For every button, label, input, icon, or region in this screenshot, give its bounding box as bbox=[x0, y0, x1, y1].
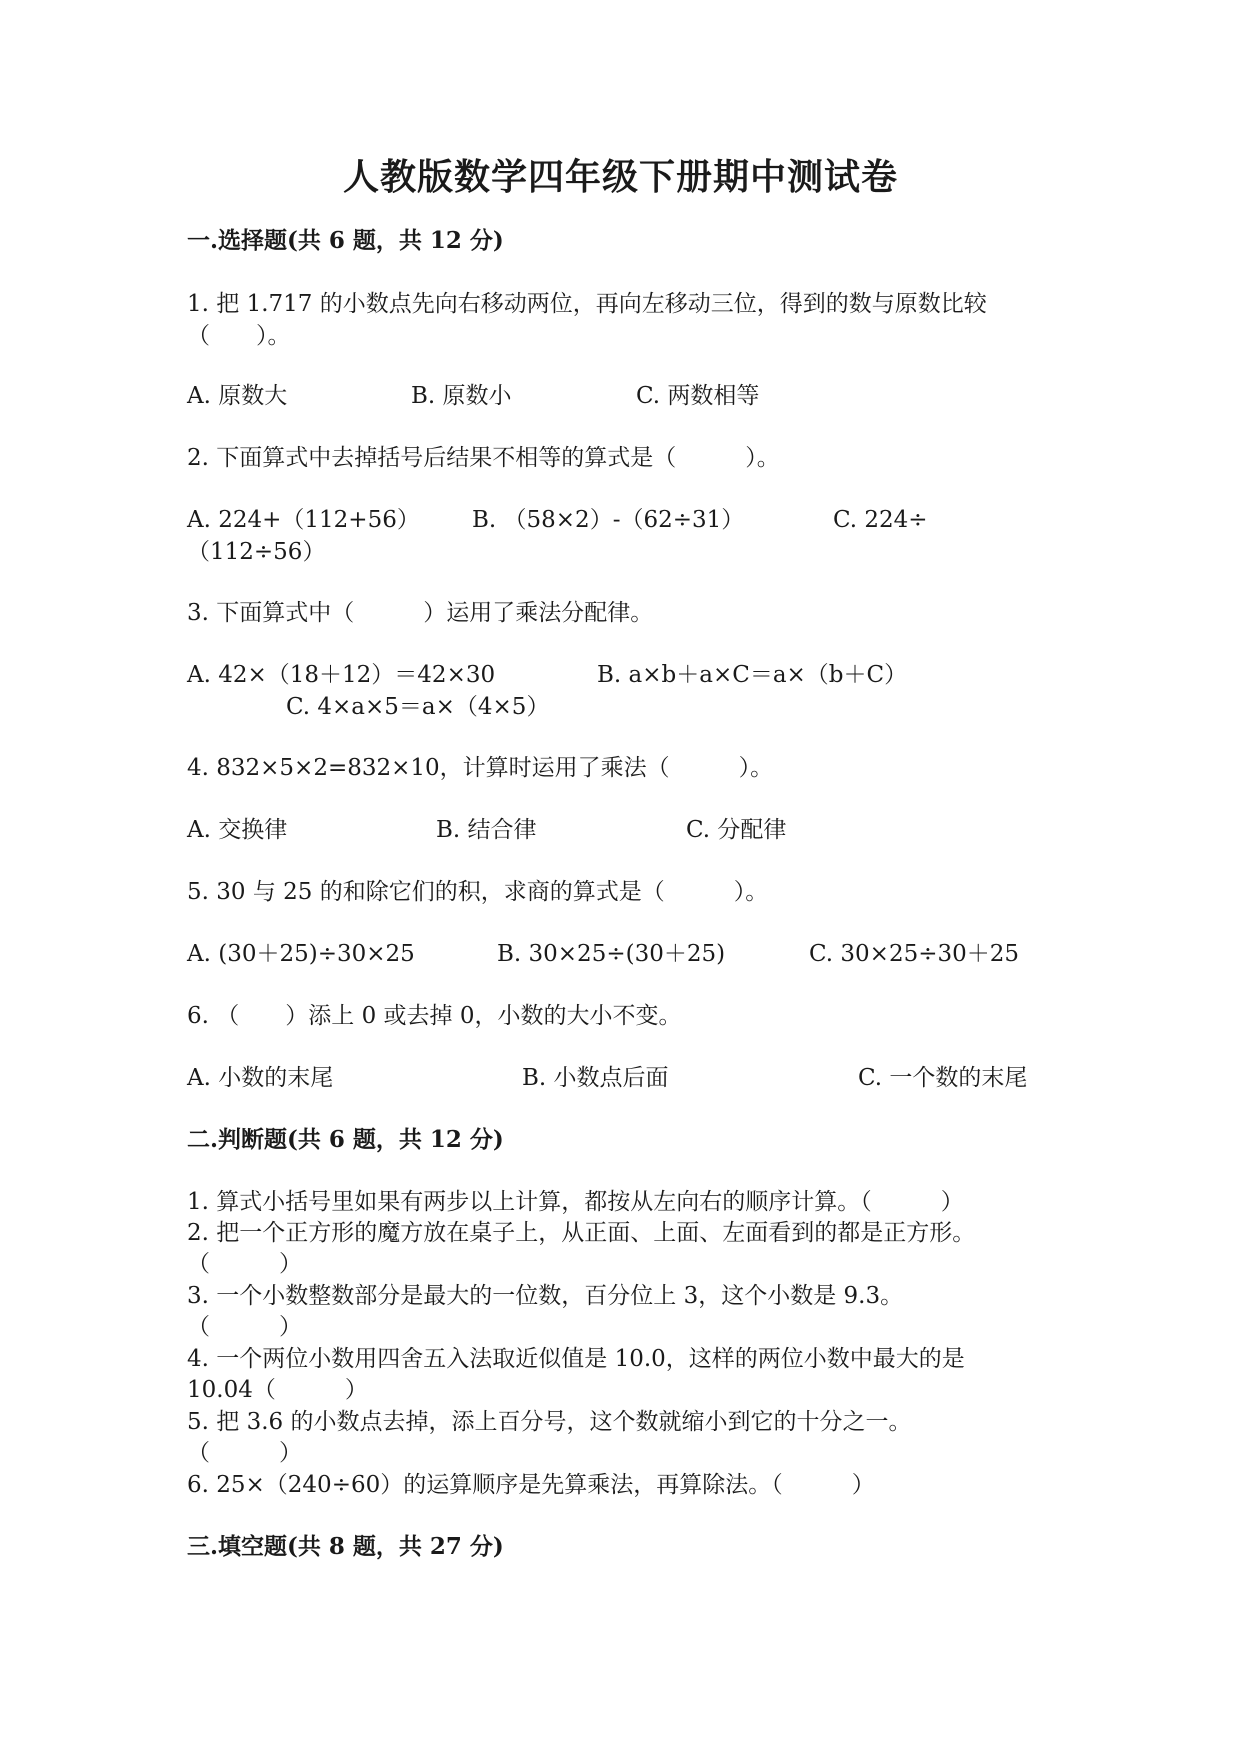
page-title: 人教版数学四年级下册期中测试卷 bbox=[342, 156, 898, 198]
option-c: C. 分配律 bbox=[686, 817, 787, 843]
option-c-continued: （112÷56） bbox=[187, 539, 326, 565]
question-text: 5. 30 与 25 的和除它们的积，求商的算式是（ ）。 bbox=[187, 879, 769, 905]
judgement-item-continued: （ ） bbox=[187, 1251, 302, 1277]
judgement-item: 3. 一个小数整数部分是最大的一位数，百分位上 3，这个小数是 9.3。 bbox=[187, 1283, 904, 1309]
judgement-item-continued: 10.04（ ） bbox=[187, 1377, 368, 1403]
option-c: C. 4×a×5＝a×（4×5） bbox=[286, 694, 550, 720]
option-a: A. 42×（18＋12）＝42×30 bbox=[187, 662, 496, 688]
section-heading-fill-blank: 三.填空题(共 8 题，共 27 分) bbox=[187, 1533, 504, 1560]
judgement-item: 6. 25×（240÷60）的运算顺序是先算乘法，再算除法。（ ） bbox=[187, 1472, 875, 1498]
judgement-item: 2. 把一个正方形的魔方放在桌子上，从正面、上面、左面看到的都是正方形。 bbox=[187, 1220, 976, 1246]
option-b: B. （58×2）-（62÷31） bbox=[472, 507, 745, 533]
question-text: 6. （ ）添上 0 或去掉 0，小数的大小不变。 bbox=[187, 1003, 682, 1029]
option-a: A. (30＋25)÷30×25 bbox=[187, 941, 415, 967]
option-c: C. 两数相等 bbox=[636, 383, 760, 409]
section-heading-judgement: 二.判断题(共 6 题，共 12 分) bbox=[187, 1126, 504, 1153]
option-c: C. 224÷ bbox=[833, 507, 928, 533]
question-text: 3. 下面算式中（ ）运用了乘法分配律。 bbox=[187, 600, 654, 626]
judgement-item: 5. 把 3.6 的小数点去掉，添上百分号，这个数就缩小到它的十分之一。 bbox=[187, 1409, 912, 1435]
question-text: 1. 把 1.717 的小数点先向右移动两位，再向左移动三位，得到的数与原数比较 bbox=[187, 291, 987, 317]
option-a: A. 小数的末尾 bbox=[187, 1065, 334, 1091]
section-heading-choice: 一.选择题(共 6 题，共 12 分) bbox=[187, 227, 504, 254]
option-c: C. 一个数的末尾 bbox=[858, 1065, 1028, 1091]
option-b: B. a×b＋a×C＝a×（b＋C） bbox=[597, 662, 908, 688]
judgement-item-continued: （ ） bbox=[187, 1314, 302, 1340]
option-b: B. 原数小 bbox=[411, 383, 512, 409]
option-a: A. 交换律 bbox=[187, 817, 288, 843]
option-c: C. 30×25÷30＋25 bbox=[809, 941, 1020, 967]
option-b: B. 结合律 bbox=[436, 817, 537, 843]
question-text: 4. 832×5×2=832×10，计算时运用了乘法（ ）。 bbox=[187, 755, 774, 781]
judgement-item-continued: （ ） bbox=[187, 1440, 302, 1466]
question-text-continued: （ ）。 bbox=[187, 323, 291, 349]
option-b: B. 小数点后面 bbox=[522, 1065, 669, 1091]
judgement-item: 1. 算式小括号里如果有两步以上计算，都按从左向右的顺序计算。（ ） bbox=[187, 1189, 964, 1215]
option-b: B. 30×25÷(30＋25) bbox=[497, 941, 726, 967]
option-a: A. 224+（112+56） bbox=[187, 507, 420, 533]
judgement-item: 4. 一个两位小数用四舍五入法取近似值是 10.0，这样的两位小数中最大的是 bbox=[187, 1346, 965, 1372]
option-a: A. 原数大 bbox=[187, 383, 288, 409]
question-text: 2. 下面算式中去掉括号后结果不相等的算式是（ ）。 bbox=[187, 445, 780, 471]
